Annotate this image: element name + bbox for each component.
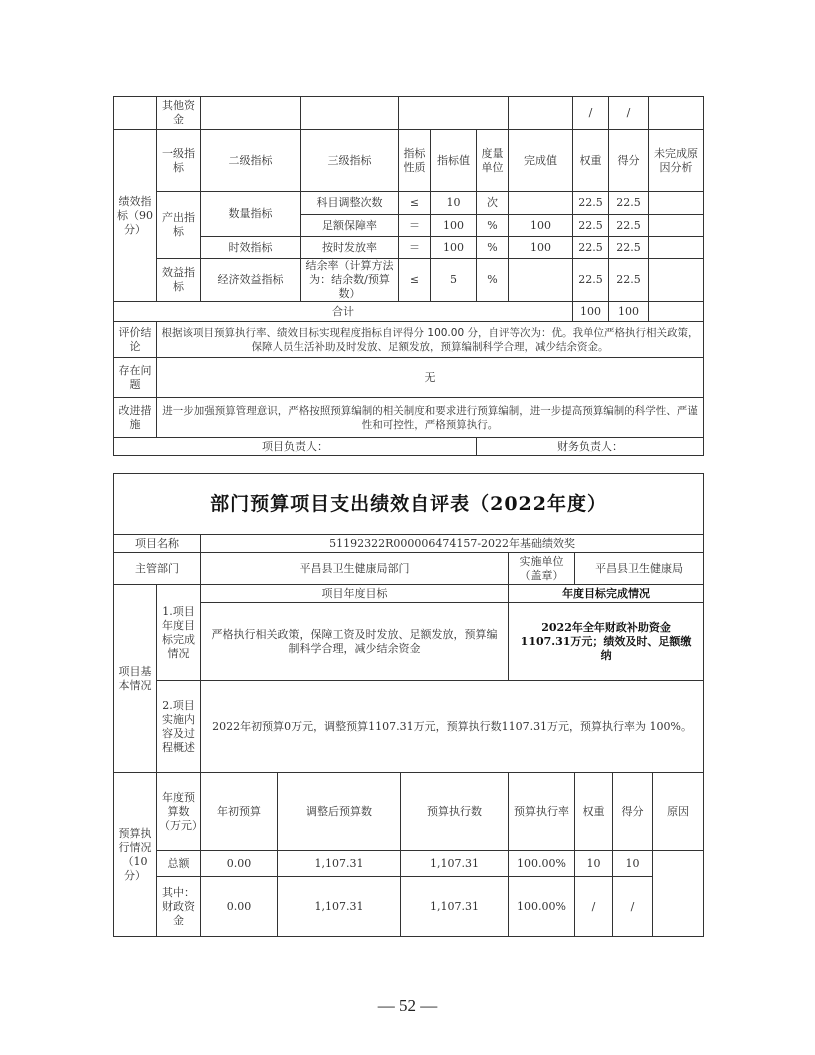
table-row bbox=[114, 259, 704, 302]
header-weight: 权重 bbox=[575, 773, 613, 851]
problems-text: 无 bbox=[157, 358, 704, 398]
improvements-text: 进一步加强预算管理意识，严格按照预算编制的相关制度和要求进行预算编制，进一步提高预算编制的科学性、严谨性和可控性，严格预算执行。 bbox=[157, 398, 704, 438]
problems-row bbox=[114, 358, 704, 398]
rate-cell: 100.00% bbox=[509, 877, 575, 937]
improvements-row bbox=[114, 398, 704, 438]
page-number: — 52 — bbox=[377, 996, 438, 1015]
header-rate: 预算执行率 bbox=[509, 773, 575, 851]
level1-benefit: 效益指标 bbox=[157, 259, 201, 302]
nature-cell: ＝ bbox=[399, 237, 431, 259]
weight-cell: 22.5 bbox=[573, 259, 609, 302]
total-row bbox=[114, 302, 704, 322]
completion-cell bbox=[509, 259, 573, 302]
header-adjusted: 调整后预算数 bbox=[278, 773, 401, 851]
executed-cell: 1,107.31 bbox=[401, 877, 509, 937]
level2-cell: 经济效益指标 bbox=[201, 259, 301, 302]
goal-content-row bbox=[114, 603, 704, 681]
reason-cell bbox=[649, 259, 704, 302]
unit-cell: % bbox=[477, 259, 509, 302]
header-score: 得分 bbox=[609, 130, 649, 192]
other-funds-label: 其他资金 bbox=[157, 97, 201, 130]
reason-cell bbox=[649, 192, 704, 215]
weight-cell: 22.5 bbox=[573, 237, 609, 259]
level3-cell: 足额保障率 bbox=[301, 215, 399, 237]
form-title: 部门预算项目支出绩效自评表（2022年度） bbox=[114, 474, 704, 535]
score-cell: 22.5 bbox=[609, 259, 649, 302]
title-row bbox=[114, 474, 704, 535]
total-weight: 100 bbox=[573, 302, 609, 322]
improvements-label: 改进措施 bbox=[114, 398, 157, 438]
impl-row bbox=[114, 681, 704, 773]
table-row bbox=[114, 877, 704, 937]
value-cell: 100 bbox=[431, 215, 477, 237]
score-cell: 10 bbox=[613, 851, 653, 877]
row-label: 其中：财政资金 bbox=[157, 877, 201, 937]
unit-cell: % bbox=[477, 237, 509, 259]
completion-header: 年度目标完成情况 bbox=[509, 585, 704, 603]
department-row bbox=[114, 553, 704, 585]
indicator-header-row bbox=[114, 130, 704, 192]
weight-cell: 22.5 bbox=[573, 192, 609, 215]
header-executed: 预算执行数 bbox=[401, 773, 509, 851]
row-label: 总额 bbox=[157, 851, 201, 877]
value-cell: 5 bbox=[431, 259, 477, 302]
impl-label: 2.项目实施内容及过程概述 bbox=[157, 681, 201, 773]
weight-cell: 10 bbox=[575, 851, 613, 877]
unit-cell: 次 bbox=[477, 192, 509, 215]
self-evaluation-table bbox=[113, 473, 704, 937]
rate-cell: 100.00% bbox=[509, 851, 575, 877]
project-name-label: 项目名称 bbox=[114, 535, 201, 553]
unit-cell: % bbox=[477, 215, 509, 237]
header-value: 指标值 bbox=[431, 130, 477, 192]
completion-cell bbox=[509, 192, 573, 215]
nature-cell: ≤ bbox=[399, 192, 431, 215]
table-row bbox=[114, 851, 704, 877]
performance-indicator-table bbox=[113, 96, 704, 456]
perf-section-label: 绩效指标（90分） bbox=[114, 130, 157, 302]
goal-label: 1.项目年度目标完成情况 bbox=[157, 585, 201, 681]
reason-cell bbox=[649, 215, 704, 237]
level3-cell: 按时发放率 bbox=[301, 237, 399, 259]
weight-cell: 22.5 bbox=[573, 215, 609, 237]
other-funds-score: / bbox=[609, 97, 649, 130]
value-cell: 100 bbox=[431, 237, 477, 259]
nature-cell: ＝ bbox=[399, 215, 431, 237]
header-unit: 度量单位 bbox=[477, 130, 509, 192]
problems-label: 存在问题 bbox=[114, 358, 157, 398]
level3-cell: 科目调整次数 bbox=[301, 192, 399, 215]
project-lead-label: 项目负责人： bbox=[114, 438, 477, 456]
score-cell: / bbox=[613, 877, 653, 937]
completion-cell: 100 bbox=[509, 237, 573, 259]
signature-row bbox=[114, 438, 704, 456]
budget-header-row bbox=[114, 773, 704, 851]
total-label: 合计 bbox=[114, 302, 573, 322]
nature-cell: ≤ bbox=[399, 259, 431, 302]
header-reason: 原因 bbox=[653, 773, 704, 851]
completion-cell: 100 bbox=[509, 215, 573, 237]
header-level1: 一级指标 bbox=[157, 130, 201, 192]
initial-cell: 0.00 bbox=[201, 877, 278, 937]
reason-cell bbox=[649, 237, 704, 259]
project-name-row bbox=[114, 535, 704, 553]
level1-output: 产出指标 bbox=[157, 192, 201, 259]
adjusted-cell: 1,107.31 bbox=[278, 877, 401, 937]
header-completion: 完成值 bbox=[509, 130, 573, 192]
impl-unit-label: 实施单位（盖章） bbox=[509, 553, 575, 585]
header-nature: 指标性质 bbox=[399, 130, 431, 192]
level3-cell: 结余率（计算方法为：结余数/预算数） bbox=[301, 259, 399, 302]
goal-text: 严格执行相关政策，保障工资及时发放、足额发放，预算编制科学合理，减少结余资金 bbox=[201, 603, 509, 681]
evaluation-row bbox=[114, 322, 704, 358]
level2-cell: 时效指标 bbox=[201, 237, 301, 259]
table-row bbox=[114, 237, 704, 259]
impl-unit-value: 平昌县卫生健康局 bbox=[575, 553, 704, 585]
evaluation-text: 根据该项目预算执行率、绩效目标实现程度指标自评得分 100.00 分，自评等次为：优。我单位严格执行相关政策，保障人员生活补助及时发放、足额发放，预算编制科学合理，减少结余资金。 bbox=[157, 322, 704, 358]
project-name-value: 51192322R000006474157-2022年基础绩效奖 bbox=[201, 535, 704, 553]
score-cell: 22.5 bbox=[609, 237, 649, 259]
header-weight: 权重 bbox=[573, 130, 609, 192]
header-initial: 年初预算 bbox=[201, 773, 278, 851]
department-value: 平昌县卫生健康局部门 bbox=[201, 553, 509, 585]
header-reason: 未完成原因分析 bbox=[649, 130, 704, 192]
header-level3: 三级指标 bbox=[301, 130, 399, 192]
goal-header: 项目年度目标 bbox=[201, 585, 509, 603]
other-funds-weight: / bbox=[573, 97, 609, 130]
evaluation-label: 评价结论 bbox=[114, 322, 157, 358]
value-cell: 10 bbox=[431, 192, 477, 215]
table-row bbox=[114, 192, 704, 215]
score-cell: 22.5 bbox=[609, 192, 649, 215]
finance-lead-label: 财务负责人： bbox=[477, 438, 704, 456]
basic-info-label: 项目基本情况 bbox=[114, 585, 157, 773]
completion-text: 2022年全年财政补助资金1107.31万元；绩效及时、足额缴纳 bbox=[509, 603, 704, 681]
level2-cell: 数量指标 bbox=[201, 192, 301, 237]
header-level2: 二级指标 bbox=[201, 130, 301, 192]
total-score: 100 bbox=[609, 302, 649, 322]
executed-cell: 1,107.31 bbox=[401, 851, 509, 877]
initial-cell: 0.00 bbox=[201, 851, 278, 877]
other-funds-row bbox=[114, 97, 704, 130]
header-score: 得分 bbox=[613, 773, 653, 851]
score-cell: 22.5 bbox=[609, 215, 649, 237]
adjusted-cell: 1,107.31 bbox=[278, 851, 401, 877]
impl-text: 2022年初预算0万元，调整预算1107.31万元，预算执行数1107.31万元，预算执行率为 100%。 bbox=[201, 681, 704, 773]
budget-label: 预算执行情况（10分） bbox=[114, 773, 157, 937]
weight-cell: / bbox=[575, 877, 613, 937]
header-annual: 年度预算数（万元） bbox=[157, 773, 201, 851]
goal-header-row bbox=[114, 585, 704, 603]
department-label: 主管部门 bbox=[114, 553, 201, 585]
